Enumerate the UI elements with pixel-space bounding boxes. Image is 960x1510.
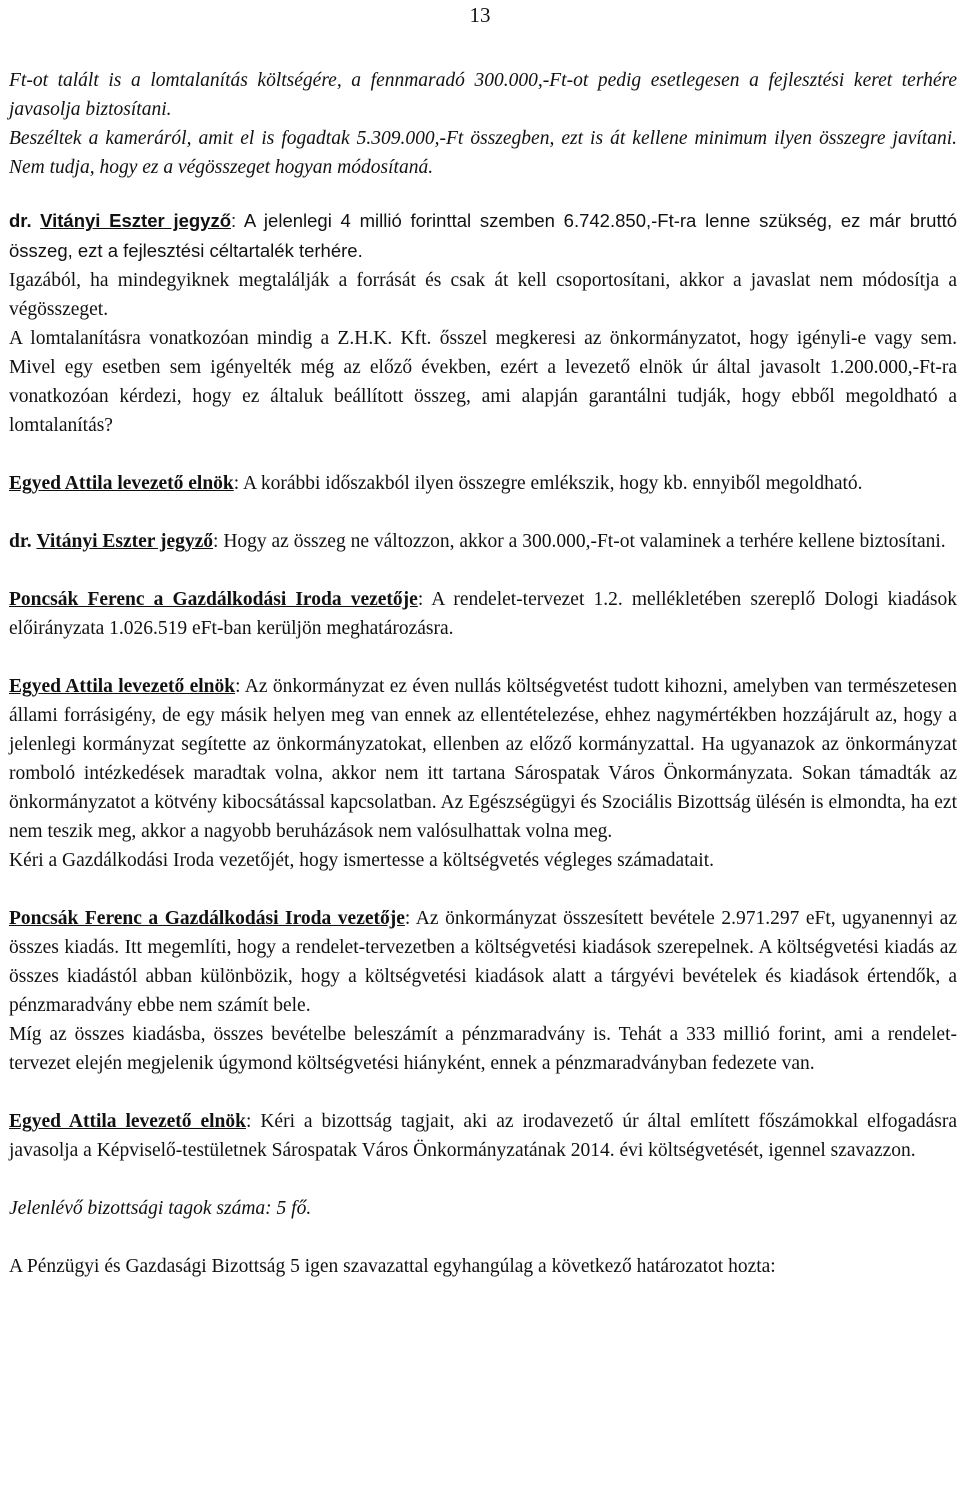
speaker-colon: : bbox=[213, 531, 219, 552]
paragraph-poncsak-2 bbox=[9, 904, 957, 1078]
speaker-name: Vitányi Eszter jegyző bbox=[36, 531, 214, 552]
speaker-name: Poncsák Ferenc a Gazdálkodási Iroda vezetője bbox=[9, 589, 418, 610]
speaker-name: Egyed Attila levezető elnök bbox=[9, 1111, 246, 1132]
statement-text: A rendelet-tervezet 1.2. mellékletében szereplő Dologi kiadások előirányzata 1.026.519 eFt-ban kerüljön meghatározásra. bbox=[9, 589, 957, 639]
paragraph-egyed-1 bbox=[9, 469, 957, 498]
italic-text: Ft-ot talált is a lomtalanítás költségére, a fennmaradó 300.000,-Ft-ot pedig esetlegesen a fejlesztési keret terhére javasolja biztosítani. bbox=[9, 70, 957, 120]
statement-text: Míg az összes kiadásba, összes bevételbe beleszámít a pénzmaradvány is. Tehát a 333 millió forint, ami a rendelet-tervezet elején megjelenik úgymond költségvetési hiányként, ennek a pénzmaradványban fedezete van. bbox=[9, 1024, 957, 1074]
paragraph-egyed-3 bbox=[9, 1107, 957, 1165]
speaker-name: Poncsák Ferenc a Gazdálkodási Iroda vezetője bbox=[9, 908, 405, 929]
statement-text: Az önkormányzat ez éven nullás költségvetést tudott kihozni, amelyben van természetesen állami forrásigény, de egy másik helyen meg van ennek az ellentételezése, ehhez nagymértékben hozzájárult az, hogy a jelenlegi kormányzat segítette az önkormányzatokat, ellenben az előző kormányzattal. Ha ugyanazok az önkormányzat romboló intézkedések maradtak volna, akkor nem itt tartana Sárospatak Város Önkormányzata. Sokan támadták az önkormányzatot a kötvény kibocsátással kapcsolatban. Az Egészségügyi és Szociális Bizottság ülésén is elmondta, ha ezt nem teszik meg, akkor a nagyobb beruházások nem valósulhattak volna meg. bbox=[9, 676, 957, 842]
statement-text: Az önkormányzat összesített bevétele 2.971.297 eFt, ugyanennyi az összes kiadás. Itt megemlíti, hogy a rendelet-tervezetben a költségvetési kiadások szerepelnek. A költségvetési kiadás az összes kiadástól abban különbözik, hogy a költségvetési kiadások alatt a tárgyévi bevételek és kiadások értendők, a pénzmaradvány ebbe nem számít bele. bbox=[9, 908, 957, 1016]
speaker-prefix: dr. bbox=[9, 210, 32, 231]
speaker-name: Egyed Attila levezető elnök bbox=[9, 676, 236, 697]
statement-text: Kéri a Gazdálkodási Iroda vezetőjét, hogy ismertesse a költségvetés végleges számadatait. bbox=[9, 850, 714, 871]
statement-text: A lomtalanításra vonatkozóan mindig a Z.H.K. Kft. ősszel megkeresi az önkormányzatot, hogy igényli-e vagy sem. bbox=[9, 328, 957, 349]
page-number: 13 bbox=[469, 3, 491, 27]
statement-text: Hogy az összeg ne változzon, akkor a 300.000,-Ft-ot valaminek a terhére kellene biztosítani. bbox=[218, 531, 946, 552]
document-body bbox=[9, 66, 957, 1281]
statement-text: Kéri a bizottság tagjait, aki az irodavezető úr által említett főszámokkal elfogadásra javasolja a Képviselő-testületnek Sárospatak Város Önkormányzatának 2014. évi költségvetését, igennel szavazzon. bbox=[9, 1111, 957, 1161]
attendance-note: Jelenlévő bizottsági tagok száma: 5 fő. bbox=[9, 1198, 312, 1219]
paragraph-vitanyi-2 bbox=[9, 527, 957, 556]
speaker-colon: : bbox=[417, 589, 424, 610]
resolution-intro: A Pénzügyi és Gazdasági Bizottság 5 igen szavazattal egyhangúlag a következő határozatot hozta: bbox=[9, 1256, 776, 1277]
paragraph-poncsak-1 bbox=[9, 585, 957, 643]
speaker-colon: : bbox=[235, 676, 241, 697]
italic-text: Beszéltek a kameráról, amit el is fogadtak 5.309.000,-Ft összegben, ezt is át kellene minimum ilyen összegre javítani. Nem tudja, hogy ez a végösszeget hogyan módosítaná. bbox=[9, 128, 957, 178]
statement-text: A korábbi időszakból ilyen összegre emlékszik, hogy kb. ennyiből megoldható. bbox=[239, 473, 863, 494]
speaker-colon: : bbox=[404, 908, 411, 929]
paragraph-vitanyi-1 bbox=[9, 206, 957, 440]
speaker-colon: : bbox=[233, 473, 240, 494]
statement-text: Mivel egy esetben sem igényelték még az előző években, ezért a levezető elnök úr által javasolt 1.200.000,-Ft-ra vonatkozóan kérdezi, hogy ez általuk beállított összeg, ami alapján garantálni tudják, hogy ebből megoldható a lomtalanítás? bbox=[9, 357, 957, 436]
paragraph-italic-1 bbox=[9, 66, 957, 182]
speaker-name: Egyed Attila levezető elnök bbox=[9, 473, 234, 494]
speaker-colon: : bbox=[231, 210, 237, 231]
speaker-prefix: dr. bbox=[9, 531, 32, 552]
speaker-colon: : bbox=[245, 1111, 252, 1132]
paragraph-egyed-2 bbox=[9, 672, 957, 875]
speaker-name: Vitányi Eszter jegyző bbox=[40, 210, 232, 231]
statement-text: A jelenlegi 4 millió forinttal szemben 6.742.850,-Ft-ra lenne szükség, ez már bruttó összeg, ezt a fejlesztési céltartalék terhére. bbox=[9, 210, 958, 261]
statement-text: Igazából, ha mindegyiknek megtalálják a forrását és csak át kell csoportosítani, akkor a javaslat nem módosítja a végösszeget. bbox=[9, 270, 957, 320]
